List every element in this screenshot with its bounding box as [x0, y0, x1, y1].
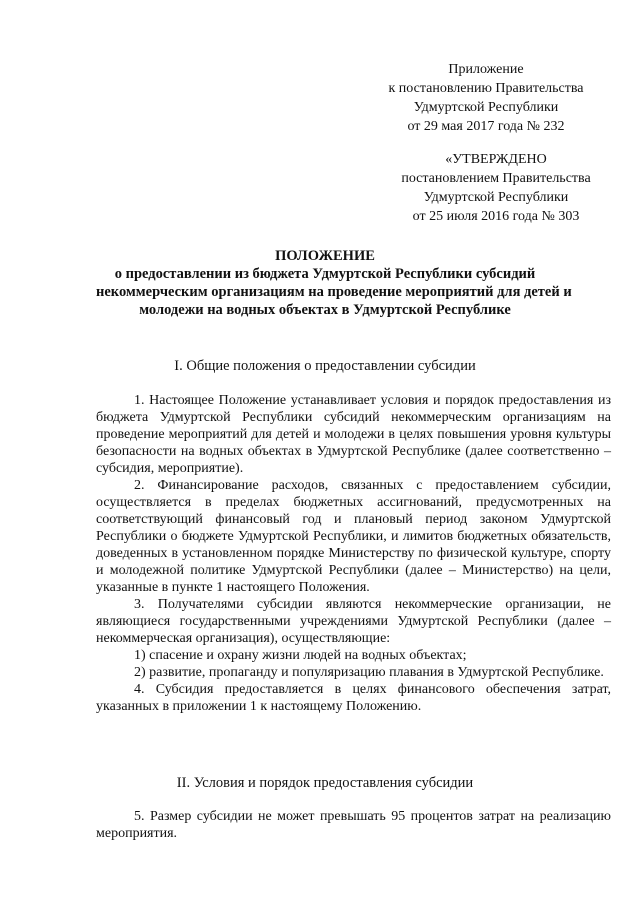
approved-line: Удмуртской Республики	[423, 190, 569, 205]
annex-line: Приложение	[448, 62, 524, 77]
title-heading: ПОЛОЖЕНИЕ	[275, 248, 375, 264]
approved-line: «УТВЕРЖДЕНО	[445, 152, 547, 167]
approved-block	[390, 150, 602, 226]
paragraph-2: 2. Финансирование расходов, связанных с предоставлением субсидии, осуществляется в пределах бюджетных ассигнований, предусмотренных на соответствующий финансовый год и плановый период законом Удмуртской Республики о бюджете Удмуртской Республики, и лимитов бюджетных обязательств, доведенных в установленном порядке Министерству по физической культуре, спорту и молодежной политике Удмуртской Республики (далее – Министерство) на цели, указанные в пункте 1 настоящего Положения.	[96, 478, 611, 595]
paragraph-3-item-1: 1) спасение и охрану жизни людей на водных объектах;	[134, 648, 467, 663]
annex-line: от 29 мая 2017 года № 232	[407, 119, 565, 134]
annex-line: Удмуртской Республики	[413, 100, 559, 115]
title-line: некоммерческим организациям на проведение мероприятий для детей и	[96, 284, 572, 300]
title-line: о предоставлении из бюджета Удмуртской Республики субсидий	[114, 266, 536, 282]
document-title	[96, 247, 572, 319]
paragraph-1: 1. Настоящее Положение устанавливает условия и порядок предоставления из бюджета Удмуртской Республики субсидий некоммерческим организациям на проведение мероприятий для детей и молодежи в целях повышения уровня культуры безопасности на водных объектах в Удмуртской Республике (далее соответственно – субсидия, мероприятие).	[96, 393, 611, 476]
paragraph-3-item-2: 2) развитие, пропаганду и популяризацию плавания в Удмуртской Республике.	[134, 665, 604, 680]
paragraph-5: 5. Размер субсидии не может превышать 95 процентов затрат на реализацию мероприятия.	[96, 809, 611, 841]
section-1-body	[96, 392, 611, 715]
section-1-heading: I. Общие положения о предоставлении субсидии	[174, 358, 476, 374]
title-line: молодежи на водных объектах в Удмуртской Республике	[139, 302, 511, 318]
approved-line: от 25 июля 2016 года № 303	[412, 209, 580, 224]
section-2-heading: II. Условия и порядок предоставления субсидии	[176, 775, 474, 791]
annex-block	[380, 60, 592, 136]
annex-line: к постановлению Правительства	[388, 81, 584, 96]
paragraph-3: 3. Получателями субсидии являются некоммерческие организации, не являющиеся государственными учреждениями Удмуртской Республики (далее – некоммерческая организация), осуществляющие:	[96, 597, 611, 646]
approved-line: постановлением Правительства	[401, 171, 591, 186]
section-2-body	[96, 808, 611, 842]
paragraph-4: 4. Субсидия предоставляется в целях финансового обеспечения затрат, указанных в приложении 1 к настоящему Положению.	[96, 682, 611, 714]
